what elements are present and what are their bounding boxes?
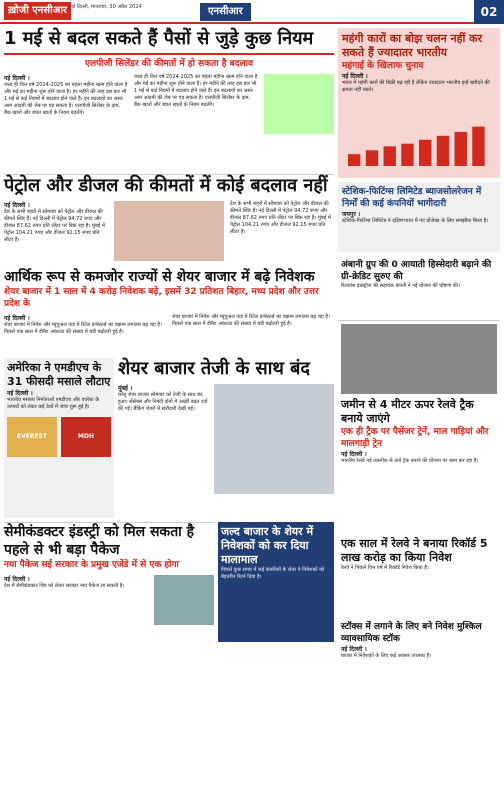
article-railway-track — [338, 320, 500, 530]
byline: नई दिल्ली । — [341, 646, 367, 653]
body-text: भारतीय मसाला निर्माताओं एमडीएच और एवरेस्ट के उत्पादों को लेकर कई देशों में जांच शुरू हुई है। — [7, 397, 100, 410]
column-2 — [134, 74, 258, 134]
byline: नई दिल्ली । — [4, 202, 30, 209]
body-text: शेयर बाजार में निवेश और म्यूचुअल फंड में रिटेल इन्वेस्टर्स का रुझान लगातार बढ़ रहा है। पिछले एक साल में डीमैट अकाउंट की संख्या में बड़ी बढ़ोतरी हुई है। — [172, 314, 330, 327]
left-column — [4, 28, 334, 796]
headline: सेमीकंडक्टर इंडस्ट्री को मिल सकता है पहले से भी बड़ा पैकेज — [4, 524, 195, 558]
article-mdh — [4, 358, 114, 518]
byline: जयपुर । — [342, 211, 361, 218]
body-text: जल्द ही वित्त वर्ष 2024-2025 का पहला महीना खत्म होने वाला है और मई का महीना शुरू होने वाला है। हर महीने की तरह इस बार भी 1 मई से कई नियमों में बदलाव होने वाले हैं। इन बदलावों का असर आम आदमी की जेब पर पड़ सकता है। एलपीजी सिलेंडर के दाम, बैंक खातों और बचत खातों के नियम बदलेंगे। — [4, 82, 128, 116]
headline: पेट्रोल और डीजल की कीमतों में कोई बदलाव नहीं — [4, 175, 328, 196]
byline: नई दिल्ली । — [4, 315, 30, 322]
bar-1 — [366, 150, 378, 166]
bar-4 — [419, 140, 431, 166]
page-header — [0, 0, 504, 24]
bar-chart-svg — [344, 120, 494, 170]
article-columns — [4, 314, 334, 336]
body-text: पिछले कुछ समय में कई कंपनियों के शेयर ने निवेशकों को बेहतरीन रिटर्न दिया है। — [221, 567, 325, 580]
body-text: भारतीय रेलवे नई तकनीक से ऊंचे ट्रैक बनाने की योजना पर काम कर रहा है। — [341, 458, 479, 464]
article-columns — [4, 201, 334, 261]
article-money-rules — [4, 28, 334, 168]
dateline: नई दिल्ली, मंगलवार, 30 अप्रैल 2024 — [70, 4, 142, 10]
article-petrol-diesel — [4, 174, 334, 264]
headline: एक साल में रेलवे ने बनाया रिकॉर्ड 5 लाख करोड़ का किया निवेश — [341, 537, 488, 564]
body-text: देश के सभी शहरों में सोमवार को पेट्रोल और डीजल की कीमतें स्थिर हैं। नई दिल्ली में पेट्रोल 94.72 रुपए और डीजल 87.62 रुपए प्रति लीटर पर बिक रहा है। मुंबई में पेट्रोल 104.21 रुपए और डीजल 92.15 रुपए प्रति लीटर है। — [4, 209, 105, 243]
column-1 — [118, 384, 208, 494]
subheadline: एक ही ट्रैक पर पैसेंजर ट्रेनें, माल गाड़ियां और मालगाड़ी ट्रेन — [341, 427, 489, 449]
headline: जमीन से 4 मीटर ऊपर रेलवे ट्रैक बनाये जाएंगे — [341, 398, 474, 425]
right-column — [338, 28, 500, 796]
byline: नई दिल्ली । — [7, 390, 33, 397]
article-columns — [4, 575, 214, 625]
article-stock-market — [118, 358, 334, 518]
headline: 1 मई से बदल सकते हैं पैसों से जुड़े कुछ नियम — [4, 28, 314, 49]
divider — [4, 53, 334, 55]
column-1 — [4, 314, 166, 336]
bar-3 — [401, 144, 413, 166]
section-title: एनसीआर — [200, 3, 251, 21]
column-1 — [4, 74, 128, 134]
body-text: बाजार में निवेशकों के लिए कई अवसर उपलब्ध हैं। — [341, 653, 432, 659]
image-chip — [154, 575, 214, 625]
headline: जल्द बाजार के शेयर में निवेशकों को कर दिया मालामाल — [221, 525, 314, 566]
body-text: घरेलू शेयर बाजार सोमवार को तेजी के साथ बंद हुआ। सेंसेक्स और निफ्टी दोनों में अच्छी बढ़त दर्ज की गई। बैंकिंग शेयरों में खरीदारी देखी गई। — [118, 392, 208, 412]
body-text: शेयर बाजार में निवेश और म्यूचुअल फंड में रिटेल इन्वेस्टर्स का रुझान लगातार बढ़ रहा है। पिछले एक साल में डीमैट अकाउंट की संख्या में बड़ी बढ़ोतरी हुई है। — [4, 322, 162, 335]
article-investor-returns — [218, 522, 334, 642]
body-text: जल्द ही वित्त वर्ष 2024-2025 का पहला महीना खत्म होने वाला है और मई का महीना शुरू होने वाला है। हर महीने की तरह इस बार भी 1 मई से कई नियमों में बदलाव होने वाले हैं। इन बदलावों का असर आम आदमी की जेब पर पड़ सकता है। एलपीजी सिलेंडर के दाम, बैंक खातों और बचत खातों के नियम बदलेंगे। — [134, 74, 258, 108]
column-2 — [230, 201, 334, 261]
body-text: देश के सभी शहरों में सोमवार को पेट्रोल और डीजल की कीमतें स्थिर हैं। नई दिल्ली में पेट्रोल 94.72 रुपए और डीजल 87.62 रुपए प्रति लीटर पर बिक रहा है। मुंबई में पेट्रोल 104.21 रुपए और डीजल 92.15 रुपए प्रति लीटर है। — [230, 201, 331, 235]
masthead-logo: ख़ोजी एनसीआर — [4, 2, 71, 20]
bar-6 — [455, 132, 467, 166]
column-1 — [4, 201, 108, 261]
subheadline: शेयर बाजार में 1 साल में 4 करोड़ निवेशक बढ़े, इसमें 32 प्रतिशत बिहार, मध्य प्रदेश और उत्तर प्रदेश के — [4, 287, 319, 309]
byline: मुंबई । — [118, 385, 133, 392]
product-images — [7, 417, 111, 457]
headline: अमेरिका ने एमडीएच के 31 फीसदी मसाले लौटाए — [7, 361, 111, 388]
headline: स्टेशिक-फिटिंग्स लिमिटेड ब्याजसोलरेजन में निर्मों की कई कंपनियों भागीदारी — [342, 187, 482, 209]
bar-7 — [472, 127, 484, 166]
article-columns — [118, 384, 334, 494]
page-number: 02 — [474, 0, 504, 24]
image-stock — [214, 384, 334, 494]
body-text: रिलायंस इंडस्ट्रीज की सहायक कंपनी ने नई योजना की घोषणा की। — [341, 283, 460, 289]
article-ambani — [338, 256, 500, 316]
image-fuel — [114, 201, 224, 261]
image-railway — [341, 324, 497, 394]
bar-chart — [344, 120, 494, 170]
article-investors — [4, 268, 334, 335]
headline: महंगी कारों का बोझ चलन नहीं कर सकते हैं ज्यादातर भारतीय — [342, 32, 483, 59]
bar-5 — [437, 136, 449, 166]
image-lpg — [264, 74, 334, 134]
article-columns — [4, 74, 334, 134]
mdh-pack: MDH — [61, 417, 111, 457]
subheadline: नया पैकेज सई सरकार के प्रमुख एजेंडे में से एक होगा — [4, 560, 179, 570]
column-1 — [4, 575, 148, 625]
bar-2 — [384, 146, 396, 166]
byline: नई दिल्ली । — [341, 451, 367, 458]
article-statewide — [338, 182, 500, 252]
headline: शेयर बाजार तेजी के साथ बंद — [118, 358, 310, 379]
bar-0 — [348, 154, 360, 166]
subheadline: महंगाई के खिलाफ चुनाव — [342, 61, 424, 71]
byline: नई दिल्ली । — [4, 576, 30, 583]
headline: आर्थिक रूप से कमजोर राज्यों से शेयर बाजार में बढ़े निवेशक — [4, 269, 315, 285]
column-2 — [172, 314, 334, 336]
article-stocks-investment — [338, 618, 500, 796]
body-text: देश में सेमीकंडक्टर चिप को लेकर सरकार नया पैकेज ला सकती है। — [4, 583, 125, 589]
body-text: स्टेशिक-फिटिंग्स लिमिटेड ने दक्षिणभारत में नए प्रोजेक्ट के लिए समझौता किया है। — [342, 218, 489, 224]
body-text: भारत में महंगी कारों की बिक्री बढ़ रही है लेकिन ज्यादातर भारतीय इन्हें खरीदने की क्षमता नहीं रखते। — [342, 80, 490, 93]
everest-pack: EVEREST — [7, 417, 57, 457]
byline: नई दिल्ली । — [4, 75, 30, 82]
article-expensive-cars — [338, 28, 500, 178]
body-text: रेलवे ने पिछले वित्त वर्ष में रिकॉर्ड निवेश किया है। — [341, 565, 429, 571]
headline: स्टॉक्स में लगाने के लिए बने निवेश मुश्किल व्यावसायिक स्टॉक — [341, 622, 482, 644]
article-semiconductor — [4, 522, 214, 642]
article-railway-investment — [338, 534, 500, 614]
subheadline: एलपीजी सिलेंडर की कीमतों में हो सकता है बदलाव — [84, 59, 254, 69]
byline: नई दिल्ली । — [342, 73, 368, 80]
headline: अंबानी ग्रुप की 0 आयाती हिस्सेदारी बढ़ाने की ग्री-क्रेडिट सुरुए की — [341, 260, 492, 282]
